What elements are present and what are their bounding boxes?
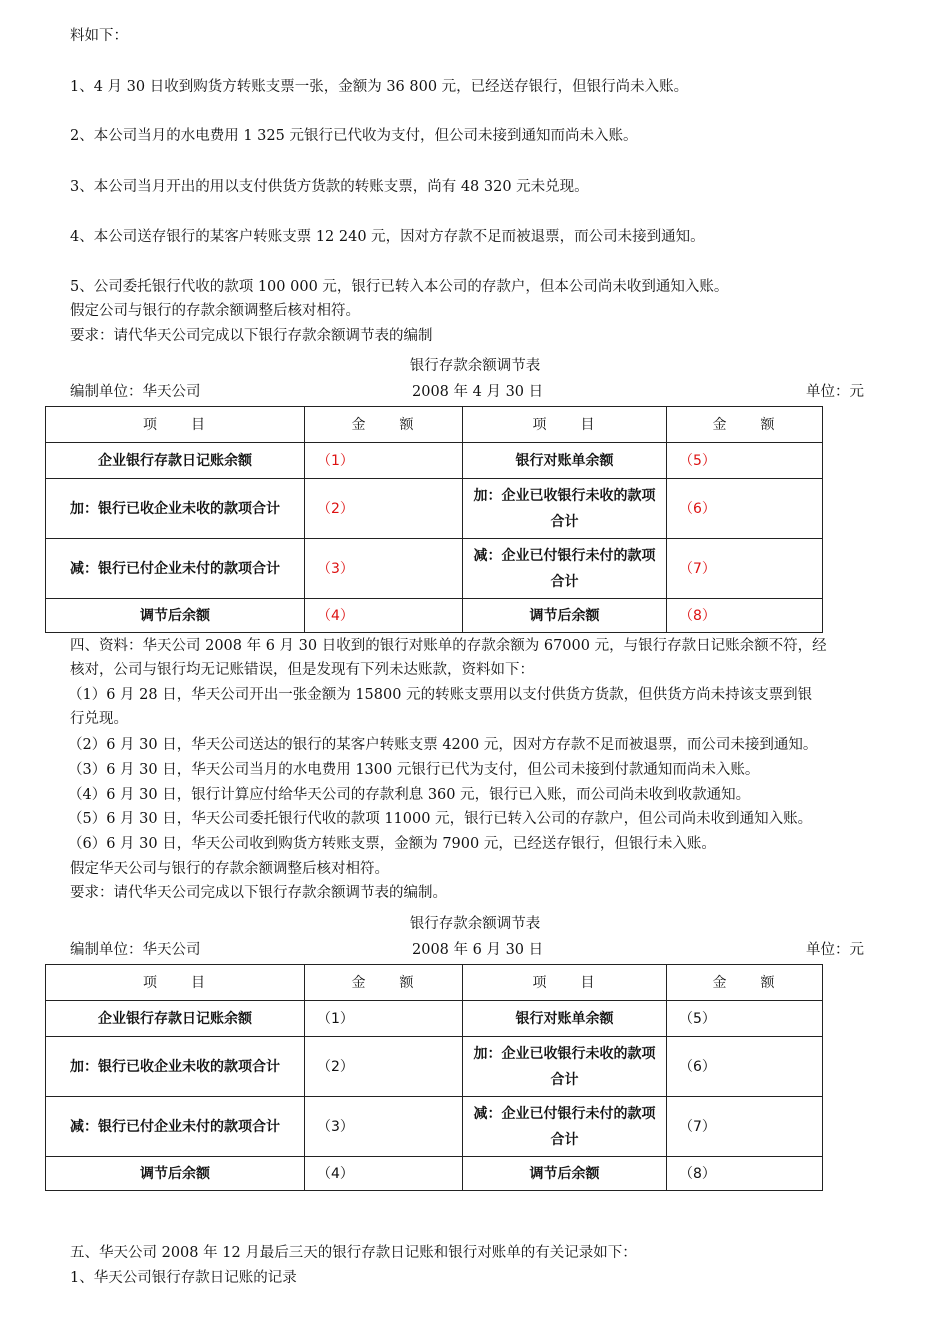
row-label: 银行对账单余额 xyxy=(463,1001,667,1037)
section5-item-1: 1、华天公司银行存款日记账的记录 xyxy=(70,1270,297,1286)
header-item-right: 项 目 xyxy=(463,965,667,1001)
table-row xyxy=(46,479,823,539)
table1-currency: 单位：元 xyxy=(806,384,864,400)
row-label: 减：企业已付银行未付的款项合计 xyxy=(463,539,667,599)
table-row xyxy=(46,443,823,479)
blank-cell: （7） xyxy=(667,539,823,599)
row-label: 减：银行已付企业未付的款项合计 xyxy=(46,1097,305,1157)
table2-title: 银行存款余额调节表 xyxy=(409,916,541,932)
header-amount-right: 金 额 xyxy=(667,407,823,443)
blank-cell: （8） xyxy=(667,599,823,633)
row-label: 加：银行已收企业未收的款项合计 xyxy=(46,1037,305,1097)
section4-assumption: 假定华天公司与银行的存款余额调整后核对相符。 xyxy=(70,861,389,877)
section4-item-4: （4）6 月 30 日，银行计算应付给华天公司的存款利息 360 元，银行已入账，而公司尚未收到收款通知。 xyxy=(68,787,751,803)
blank-cell: （1） xyxy=(305,443,463,479)
section4-item-1a: （1）6 月 28 日，华天公司开出一张金额为 15800 元的转账支票用以支付供货方货款，但供货方尚未持该支票到银 xyxy=(68,687,813,703)
section3-item-1: 1、4 月 30 日收到购货方转账支票一张，金额为 36 800 元，已经送存银行，但银行尚未入账。 xyxy=(70,79,689,95)
table-row xyxy=(46,599,823,633)
table1-unit: 编制单位：华天公司 xyxy=(70,384,201,400)
table-row xyxy=(46,1001,823,1037)
table1-title: 银行存款余额调节表 xyxy=(409,358,541,374)
row-label: 调节后余额 xyxy=(46,599,305,633)
blank-cell: （8） xyxy=(667,1157,823,1191)
header-amount-left: 金 额 xyxy=(305,407,463,443)
row-label: 减：银行已付企业未付的款项合计 xyxy=(46,539,305,599)
row-label: 调节后余额 xyxy=(463,1157,667,1191)
header-amount-right: 金 额 xyxy=(667,965,823,1001)
table-row xyxy=(46,1097,823,1157)
table2-currency: 单位：元 xyxy=(806,942,864,958)
section4-item-1b: 行兑现。 xyxy=(70,711,128,727)
blank-cell: （6） xyxy=(667,1037,823,1097)
blank-cell: （4） xyxy=(305,599,463,633)
section3-item-4: 4、本公司送存银行的某客户转账支票 12 240 元，因对方存款不足而被退票，而公司未接到通知。 xyxy=(70,229,705,245)
section4-item-2: （2）6 月 30 日，华天公司送达的银行的某客户转账支票 4200 元，因对方存款不足而被退票，而公司未接到通知。 xyxy=(68,737,818,753)
blank-cell: （4） xyxy=(305,1157,463,1191)
section5-intro: 五、华天公司 2008 年 12 月最后三天的银行存款日记账和银行对账单的有关记录如下： xyxy=(70,1245,637,1261)
table-row xyxy=(46,539,823,599)
blank-cell: （5） xyxy=(667,443,823,479)
blank-cell: （2） xyxy=(305,1037,463,1097)
section4-item-3: （3）6 月 30 日，华天公司当月的水电费用 1300 元银行已代为支付，但公司未接到付款通知而尚未入账。 xyxy=(68,762,760,778)
section3-requirement: 要求：请代华天公司完成以下银行存款余额调节表的编制 xyxy=(70,328,433,344)
row-label: 调节后余额 xyxy=(46,1157,305,1191)
header-item-right: 项 目 xyxy=(463,407,667,443)
row-label: 企业银行存款日记账余额 xyxy=(46,1001,305,1037)
section3-item-2: 2、本公司当月的水电费用 1 325 元银行已代收为支付，但公司未接到通知而尚未入账。 xyxy=(70,128,638,144)
table-header-row xyxy=(46,407,823,443)
blank-cell: （7） xyxy=(667,1097,823,1157)
header-amount-left: 金 额 xyxy=(305,965,463,1001)
section4-intro-2: 核对，公司与银行均无记账错误，但是发现有下列未达账款，资料如下： xyxy=(70,662,534,678)
row-label: 加：企业已收银行未收的款项合计 xyxy=(463,1037,667,1097)
section3-item-5: 5、公司委托银行代收的款项 100 000 元，银行已转入本公司的存款户，但本公司尚未收到通知入账。 xyxy=(70,279,729,295)
row-label: 减：企业已付银行未付的款项合计 xyxy=(463,1097,667,1157)
header-item-left: 项 目 xyxy=(46,965,305,1001)
blank-cell: （6） xyxy=(667,479,823,539)
row-label: 加：企业已收银行未收的款项合计 xyxy=(463,479,667,539)
table2-date: 2008 年 6 月 30 日 xyxy=(412,942,544,958)
blank-cell: （5） xyxy=(667,1001,823,1037)
section3-intro: 料如下： xyxy=(70,28,128,44)
blank-cell: （1） xyxy=(305,1001,463,1037)
table2-unit: 编制单位：华天公司 xyxy=(70,942,201,958)
section3-assumption: 假定公司与银行的存款余额调整后核对相符。 xyxy=(70,303,360,319)
blank-cell: （3） xyxy=(305,1097,463,1157)
section3-item-3: 3、本公司当月开出的用以支付供货方货款的转账支票，尚有 48 320 元未兑现。 xyxy=(70,179,589,195)
blank-cell: （3） xyxy=(305,539,463,599)
table1-date: 2008 年 4 月 30 日 xyxy=(412,384,544,400)
row-label: 银行对账单余额 xyxy=(463,443,667,479)
table-row xyxy=(46,1037,823,1097)
row-label: 加：银行已收企业未收的款项合计 xyxy=(46,479,305,539)
reconciliation-table-june xyxy=(45,964,823,1191)
row-label: 企业银行存款日记账余额 xyxy=(46,443,305,479)
section4-item-5: （5）6 月 30 日，华天公司委托银行代收的款项 11000 元，银行已转入公司的存款户，但公司尚未收到通知入账。 xyxy=(68,811,813,827)
table-row xyxy=(46,1157,823,1191)
section4-intro-1: 四、资料：华天公司 2008 年 6 月 30 日收到的银行对账单的存款余额为 67000 元，与银行存款日记账余额不符，经 xyxy=(70,638,827,654)
table-header-row xyxy=(46,965,823,1001)
header-item-left: 项 目 xyxy=(46,407,305,443)
reconciliation-table-april xyxy=(45,406,823,633)
section4-requirement: 要求：请代华天公司完成以下银行存款余额调节表的编制。 xyxy=(70,885,447,901)
section4-item-6: （6）6 月 30 日，华天公司收到购货方转账支票，金额为 7900 元，已经送存银行，但银行未入账。 xyxy=(68,836,716,852)
row-label: 调节后余额 xyxy=(463,599,667,633)
blank-cell: （2） xyxy=(305,479,463,539)
